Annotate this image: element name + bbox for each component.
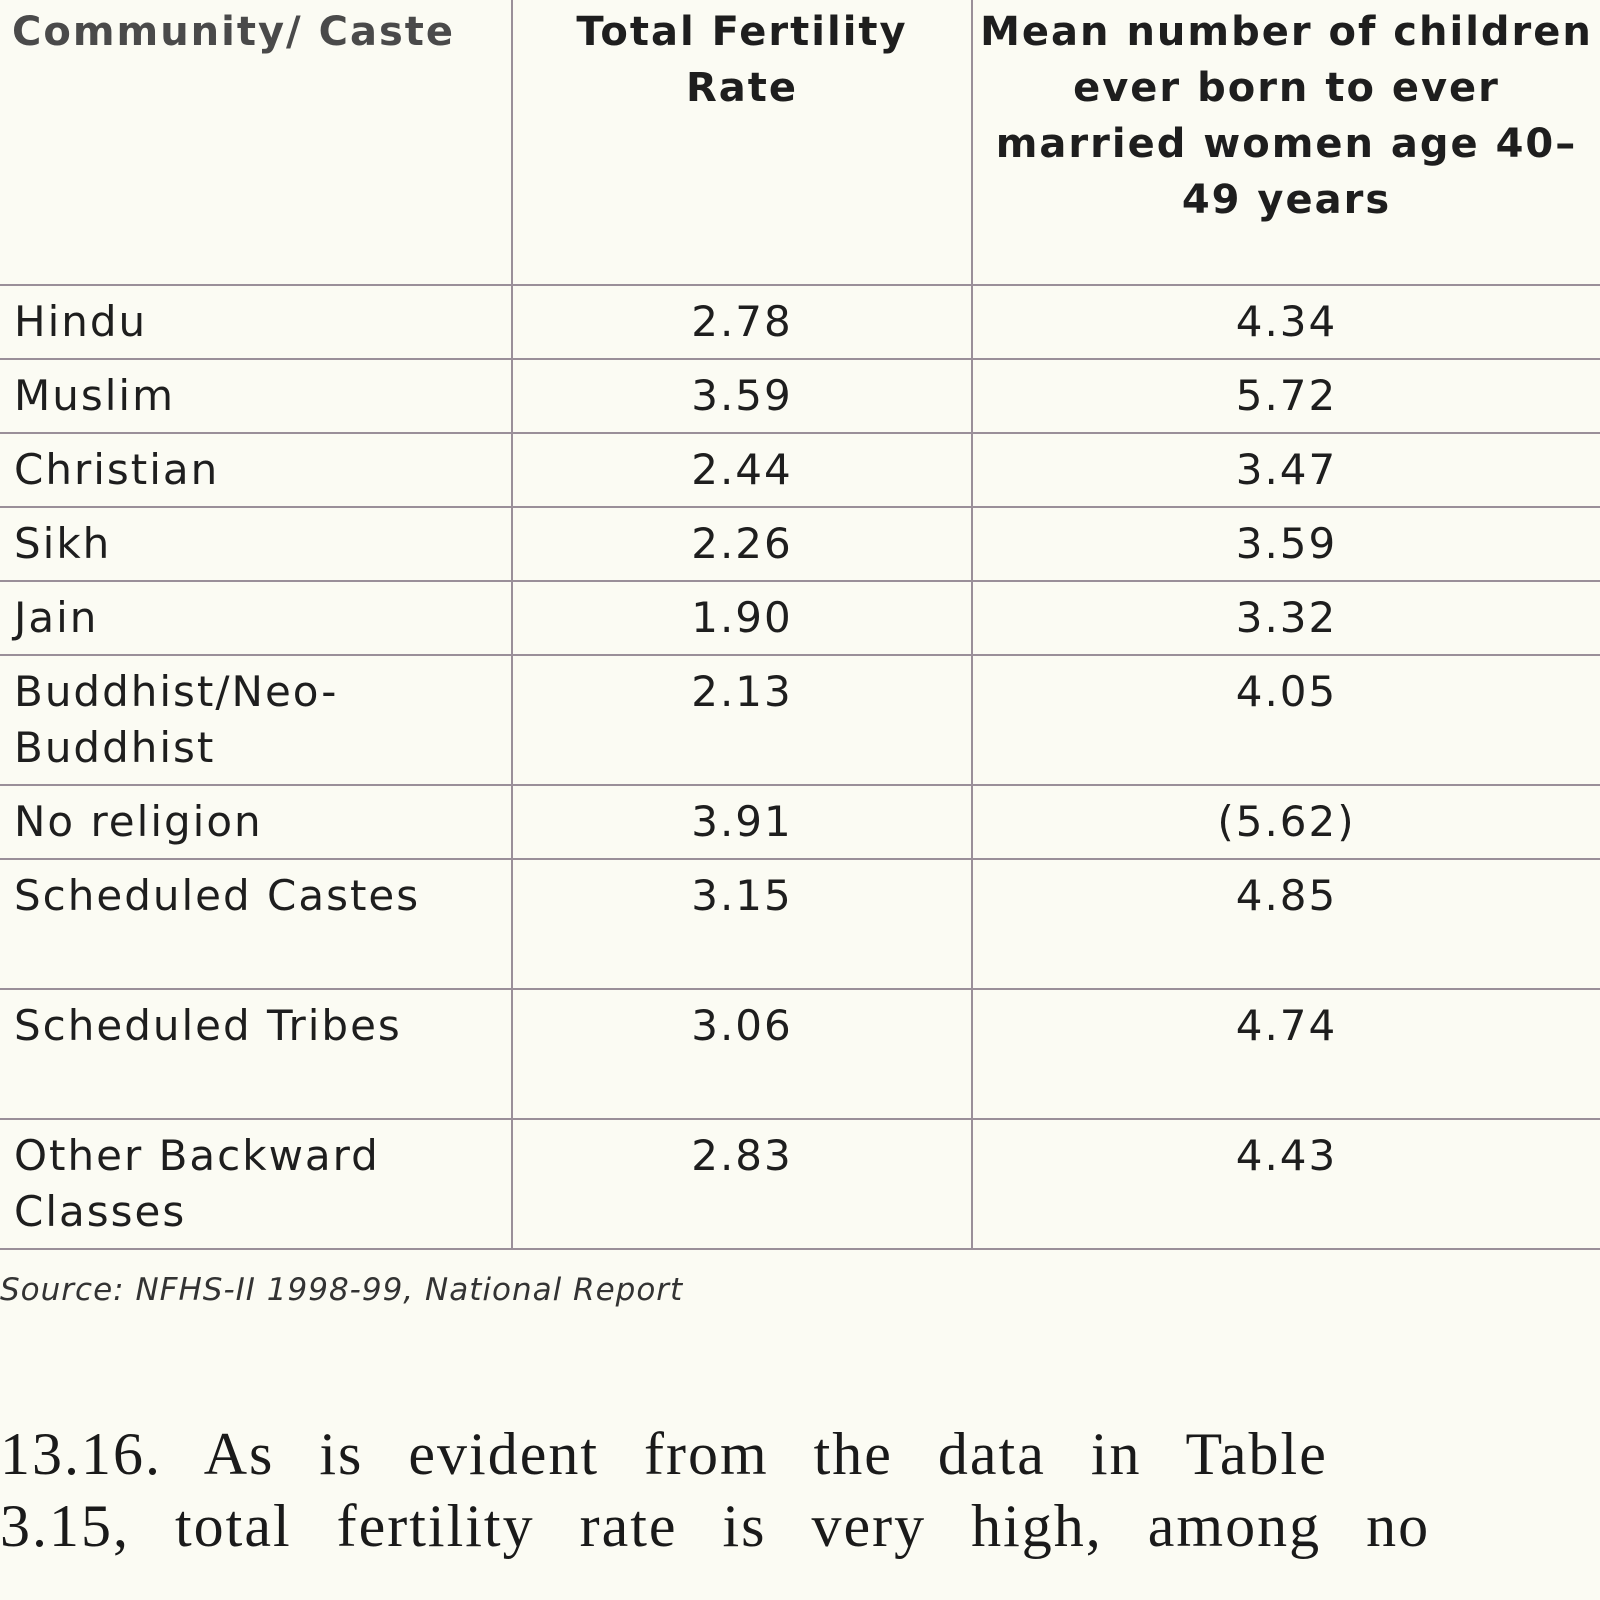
body-paragraph xyxy=(0,1418,1600,1562)
mean-cell: 4.05 xyxy=(972,655,1600,785)
table-row xyxy=(0,433,1600,507)
mean-cell: 4.74 xyxy=(972,989,1600,1119)
mean-cell: 5.72 xyxy=(972,359,1600,433)
community-cell: Scheduled Tribes xyxy=(0,989,512,1119)
paragraph-line: 3.15, total fertility rate is very high, among no xyxy=(0,1493,1431,1559)
header-mean-children: Mean number of children ever born to ever married women age 40–49 years xyxy=(972,0,1600,285)
table-row xyxy=(0,507,1600,581)
community-cell: Hindu xyxy=(0,285,512,359)
mean-cell: 3.32 xyxy=(972,581,1600,655)
table-source-note: Source: NFHS-II 1998-99, National Report xyxy=(0,1272,684,1308)
table-row xyxy=(0,581,1600,655)
mean-cell: 4.34 xyxy=(972,285,1600,359)
table-header-row xyxy=(0,0,1600,285)
tfr-cell: 1.90 xyxy=(512,581,972,655)
community-cell: Muslim xyxy=(0,359,512,433)
mean-cell: (5.62) xyxy=(972,785,1600,859)
community-cell: Jain xyxy=(0,581,512,655)
tfr-cell: 2.83 xyxy=(512,1119,972,1249)
tfr-cell: 2.44 xyxy=(512,433,972,507)
tfr-cell: 2.26 xyxy=(512,507,972,581)
header-community: Community/ Caste xyxy=(0,0,512,285)
tfr-cell: 3.06 xyxy=(512,989,972,1119)
header-total-fertility-rate: Total Fertility Rate xyxy=(512,0,972,285)
tfr-cell: 2.78 xyxy=(512,285,972,359)
mean-cell: 4.85 xyxy=(972,859,1600,989)
community-cell: No religion xyxy=(0,785,512,859)
table-row xyxy=(0,359,1600,433)
mean-cell: 3.59 xyxy=(972,507,1600,581)
tfr-cell: 2.13 xyxy=(512,655,972,785)
community-cell: Scheduled Castes xyxy=(0,859,512,989)
table-row xyxy=(0,989,1600,1119)
table-row xyxy=(0,1119,1600,1249)
tfr-cell: 3.15 xyxy=(512,859,972,989)
table-row xyxy=(0,859,1600,989)
community-cell: Buddhist/Neo-Buddhist xyxy=(0,655,512,785)
table-row xyxy=(0,285,1600,359)
mean-cell: 3.47 xyxy=(972,433,1600,507)
community-cell: Christian xyxy=(0,433,512,507)
table-row xyxy=(0,785,1600,859)
tfr-cell: 3.91 xyxy=(512,785,972,859)
community-cell: Sikh xyxy=(0,507,512,581)
paragraph-line: 13.16. As is evident from the data in Table xyxy=(0,1421,1328,1487)
community-cell: Other Backward Classes xyxy=(0,1119,512,1249)
mean-cell: 4.43 xyxy=(972,1119,1600,1249)
table-row xyxy=(0,655,1600,785)
tfr-cell: 3.59 xyxy=(512,359,972,433)
